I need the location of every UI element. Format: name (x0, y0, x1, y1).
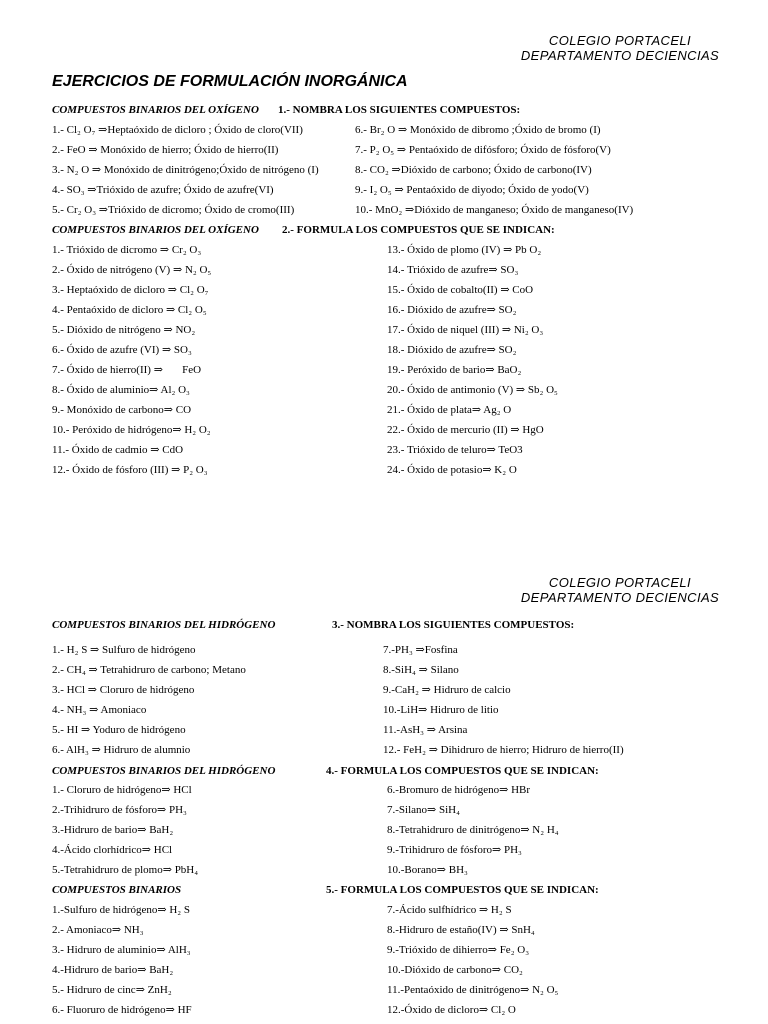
ex5-left-list (52, 904, 192, 1024)
list-item: 7.- P₂ O₅ ⇒ Pentaóxido de difósforo; Óxido de fósforo(V) (355, 144, 611, 156)
list-item: 4.- SO₃ ⇒Trióxido de azufre; Óxido de azufre(VI) (52, 184, 274, 196)
list-item: 7.-PH₃ ⇒Fosfina (383, 644, 458, 656)
ex4-instruction: 4.- FORMULA LOS COMPUESTOS QUE SE INDICAN: (326, 765, 599, 777)
list-item: 3.- Hidruro de aluminio⇒ AlH₃ (52, 944, 191, 956)
list-item: 24.- Óxido de potasio⇒ K₂ O (387, 464, 517, 476)
list-item: 4.- Pentaóxido de dicloro ⇒ Cl₂ O₅ (52, 304, 207, 316)
list-item: 10.- MnO₂ ⇒Dióxido de manganeso; Óxido de manganeso(IV) (355, 204, 634, 216)
school-header (520, 575, 720, 605)
list-item: 17.- Óxido de niquel (III) ⇒ Ni₂ O₃ (387, 324, 544, 336)
department-name: DEPARTAMENTO DECIENCIAS (520, 48, 720, 63)
list-item: 5.- Hidruro de cinc⇒ ZnH₂ (52, 984, 172, 996)
ex3-right-list (383, 644, 624, 764)
ex1-instruction: 1.- NOMBRA LOS SIGUIENTES COMPUESTOS: (278, 104, 521, 116)
list-item: 3.- HCl ⇒ Cloruro de hidrógeno (52, 684, 195, 696)
list-item: 2.-Trihidruro de fósforo⇒ PH₃ (52, 804, 187, 816)
school-name: COLEGIO PORTACELI (548, 33, 692, 48)
ex2-right-list (387, 244, 558, 484)
page-title: EJERCICIOS DE FORMULACIÓN INORGÁNICA (52, 73, 408, 90)
ex4-right-list (387, 784, 559, 884)
ex4-left-list (52, 784, 198, 884)
list-item: 3.-Hidruro de bario⇒ BaH₂ (52, 824, 174, 836)
list-item: 2.- Óxido de nitrógeno (V) ⇒ N₂ O₅ (52, 264, 212, 276)
list-item: 20.- Óxido de antimonio (V) ⇒ Sb₂ O₅ (387, 384, 558, 396)
list-item: 15.- Óxido de cobalto(II) ⇒ CoO (387, 284, 534, 296)
ex5-instruction: 5.- FORMULA LOS COMPUESTOS QUE SE INDICAN: (326, 884, 599, 896)
list-item: 12.- FeH₂ ⇒ Dihidruro de hierro; Hidruro de hierro(II) (383, 744, 624, 756)
list-item: 11.-AsH₃ ⇒ Arsina (383, 724, 468, 736)
list-item: 6.- Fluoruro de hidrógeno⇒ HF (52, 1004, 192, 1016)
list-item: 16.- Dióxido de azufre⇒ SO₂ (387, 304, 517, 316)
ex5-section-title: COMPUESTOS BINARIOS (52, 884, 182, 896)
list-item: 1.- Cl₂ O₇ ⇒Heptaóxido de dicloro ; Óxido de cloro(VII) (52, 124, 303, 136)
list-item: 5.- HI ⇒ Yoduro de hidrógeno (52, 724, 186, 736)
list-item: 10.-LiH⇒ Hidruro de litio (383, 704, 499, 716)
school-name: COLEGIO PORTACELI (548, 575, 692, 590)
ex3-section-title: COMPUESTOS BINARIOS DEL HIDRÓGENO (52, 619, 276, 631)
list-item: 2.- CH₄ ⇒ Tetrahidruro de carbono; Metano (52, 664, 246, 676)
list-item: 11.-Pentaóxido de dinitrógeno⇒ N₂ O₅ (387, 984, 559, 996)
list-item: 8.-SiH₄ ⇒ Silano (383, 664, 459, 676)
list-item: 12.-Óxido de dicloro⇒ Cl₂ O (387, 1004, 516, 1016)
ex2-left-list (52, 244, 211, 484)
list-item: 9.-Trihidruro de fósforo⇒ PH₃ (387, 844, 522, 856)
list-item: 9.-Trióxido de dihierro⇒ Fe₂ O₃ (387, 944, 530, 956)
list-item: 8.-Hidruro de estaño(IV) ⇒ SnH₄ (387, 924, 535, 936)
list-item: 6.- Br₂ O ⇒ Monóxido de dibromo ;Óxido de bromo (I) (355, 124, 601, 136)
list-item: 7.-Silano⇒ SiH₄ (387, 804, 460, 816)
ex1-left-list (52, 124, 319, 224)
ex2-section-title: COMPUESTOS BINARIOS DEL OXÍGENO (52, 224, 259, 236)
list-item: 8.-Tetrahidruro de dinitrógeno⇒ N₂ H₄ (387, 824, 559, 836)
list-item: 10.-Dióxido de carbono⇒ CO₂ (387, 964, 523, 976)
list-item: 1.- Cloruro de hidrógeno⇒ HCl (52, 784, 192, 796)
list-item: 2.- Amoniaco⇒ NH₃ (52, 924, 144, 936)
list-item: 6.- AlH₃ ⇒ Hidruro de alumnio (52, 744, 191, 756)
ex3-left-list (52, 644, 246, 764)
list-item: 8.- CO₂ ⇒Dióxido de carbono; Óxido de carbono(IV) (355, 164, 592, 176)
list-item: 6.- Óxido de azufre (VI) ⇒ SO₃ (52, 344, 192, 356)
list-item: 5.- Cr₂ O₃ ⇒Trióxido de dicromo; Óxido de cromo(III) (52, 204, 295, 216)
list-item: 1.- Trióxido de dicromo ⇒ Cr₂ O₃ (52, 244, 202, 256)
list-item: 4.-Ácido clorhídrico⇒ HCl (52, 844, 173, 856)
list-item: 1.- H₂ S ⇒ Sulfuro de hidrógeno (52, 644, 196, 656)
list-item: 2.- FeO ⇒ Monóxido de hierro; Óxido de hierro(II) (52, 144, 279, 156)
list-item: 5.-Tetrahidruro de plomo⇒ PbH₄ (52, 864, 199, 876)
list-item: 6.-Bromuro de hidrógeno⇒ HBr (387, 784, 531, 796)
list-item: 7.-Ácido sulfhídrico ⇒ H₂ S (387, 904, 512, 916)
list-item: 22.- Óxido de mercurio (II) ⇒ HgO (387, 424, 544, 436)
list-item: 1.-Sulfuro de hidrógeno⇒ H₂ S (52, 904, 191, 916)
list-item: 11.- Óxido de cadmio ⇒ CdO (52, 444, 184, 456)
list-item: 3.- Heptaóxido de dicloro ⇒ Cl₂ O₇ (52, 284, 209, 296)
list-item: 10.-Borano⇒ BH₃ (387, 864, 468, 876)
school-header (520, 33, 720, 63)
list-item: 18.- Dióxido de azufre⇒ SO₂ (387, 344, 517, 356)
list-item: 19.- Peróxido de bario⇒ BaO₂ (387, 364, 522, 376)
list-item: 23.- Trióxido de teluro⇒ TeO3 (387, 444, 523, 456)
ex1-section-title: COMPUESTOS BINARIOS DEL OXÍGENO (52, 104, 259, 116)
ex1-right-list (355, 124, 633, 224)
list-item: 9.- I₂ O₅ ⇒ Pentaóxido de diyodo; Óxido de yodo(V) (355, 184, 589, 196)
list-item: 21.- Óxido de plata⇒ Ag₂ O (387, 404, 512, 416)
list-item: 4.-Hidruro de bario⇒ BaH₂ (52, 964, 174, 976)
ex2-instruction: 2.- FORMULA LOS COMPUESTOS QUE SE INDICAN: (282, 224, 555, 236)
ex4-section-title: COMPUESTOS BINARIOS DEL HIDRÓGENO (52, 765, 276, 777)
list-item: 9.- Monóxido de carbono⇒ CO (52, 404, 192, 416)
list-item: 5.- Dióxido de nitrógeno ⇒ NO₂ (52, 324, 196, 336)
list-item: 7.- Óxido de hierro(II) ⇒ FeO (52, 364, 202, 376)
ex5-right-list (387, 904, 558, 1024)
department-name: DEPARTAMENTO DECIENCIAS (520, 590, 720, 605)
list-item: 10.- Peróxido de hidrógeno⇒ H₂ O₂ (52, 424, 211, 436)
ex3-instruction: 3.- NOMBRA LOS SIGUIENTES COMPUESTOS: (332, 619, 575, 631)
list-item: 8.- Óxido de aluminio⇒ Al₂ O₃ (52, 384, 190, 396)
list-item: 12.- Óxido de fósforo (III) ⇒ P₂ O₃ (52, 464, 208, 476)
list-item: 13.- Óxido de plomo (IV) ⇒ Pb O₂ (387, 244, 542, 256)
list-item: 4.- NH₃ ⇒ Amoniaco (52, 704, 147, 716)
list-item: 9.-CaH₂ ⇒ Hidruro de calcio (383, 684, 511, 696)
list-item: 14.- Trióxido de azufre⇒ SO₃ (387, 264, 519, 276)
list-item: 3.- N₂ O ⇒ Monóxido de dinitrógeno;Óxido de nitrógeno (I) (52, 164, 319, 176)
